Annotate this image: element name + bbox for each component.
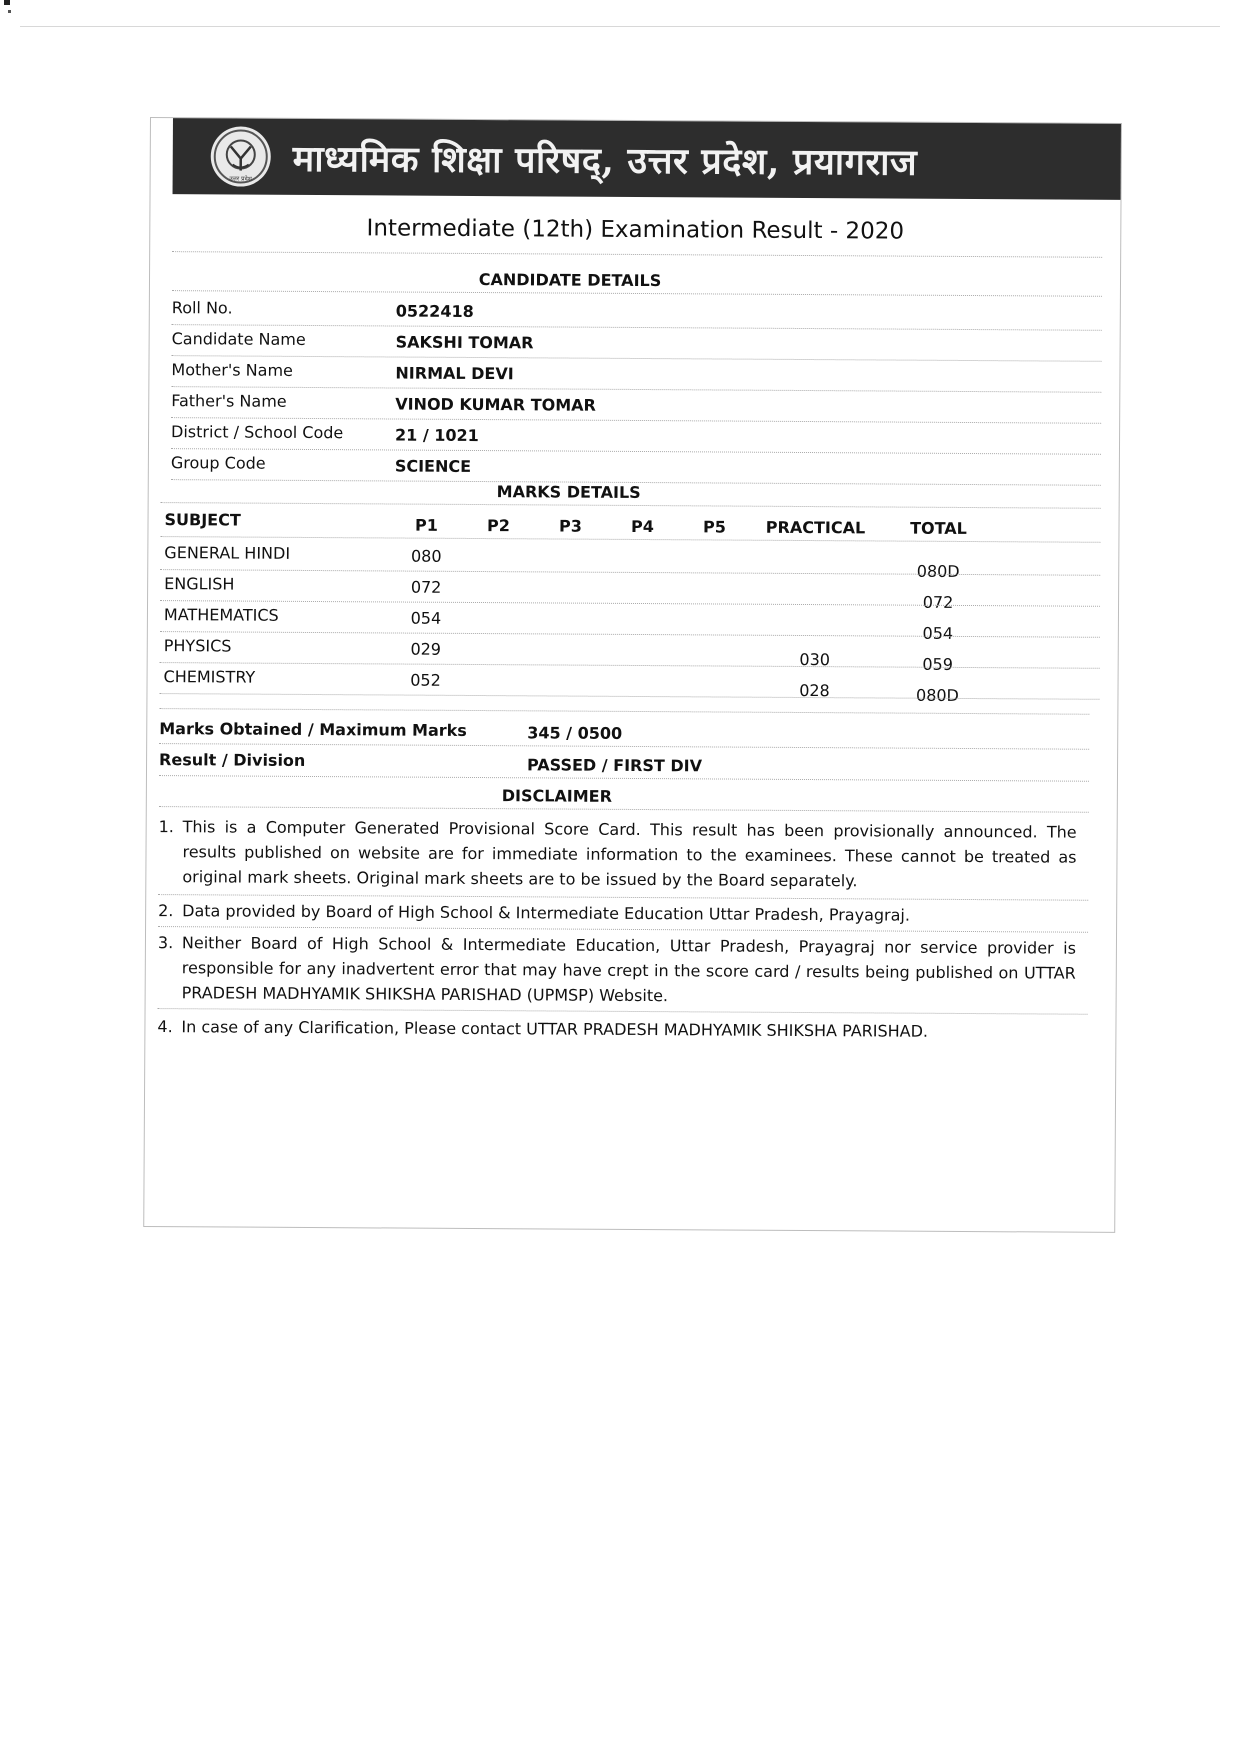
subject-name: ENGLISH <box>164 574 235 594</box>
divider <box>159 708 1089 715</box>
mark-total: 054 <box>922 623 954 643</box>
subject-name: GENERAL HINDI <box>164 543 291 563</box>
disclaimer-number: 2. <box>158 901 174 921</box>
disclaimer-number: 4. <box>157 1017 173 1037</box>
disclaimer-item <box>158 898 1076 930</box>
marks-header-p5: P5 <box>703 517 726 537</box>
divider <box>172 290 1102 297</box>
divider <box>159 775 1089 782</box>
mark-p1: 052 <box>410 670 441 690</box>
candidate-field-label: District / School Code <box>171 422 344 443</box>
disclaimer-heading: DISCLAIMER <box>501 786 613 806</box>
disclaimer-text: This is a Computer Generated Provisional Score Card. This result has been provisionally announced. The results published on website are for immediate information to the examinees. These cannot be treated as original mark sheets. Original mark sheets are to be issued by the Board separately. <box>182 817 1077 891</box>
divider <box>172 355 1102 362</box>
candidate-field-value: 21 / 1021 <box>395 425 479 446</box>
disclaimer-text: Neither Board of High School & Intermediate Education, Uttar Pradesh, Prayagraj nor service provider is responsible for any inadvertent error that may have crept in the score card / results being published on UTTAR PRADESH MADHYAMIK SHIKSHA PARISHAD (UPMSP) Website. <box>181 933 1076 1006</box>
candidate-field-value: 0522418 <box>395 301 474 321</box>
divider <box>172 251 1102 258</box>
subject-name: CHEMISTRY <box>163 667 256 687</box>
marks-header-practical: PRACTICAL <box>765 517 866 538</box>
marks-header-p1: P1 <box>415 515 438 535</box>
disclaimer-number: 1. <box>158 817 174 837</box>
disclaimer-text: In case of any Clarification, Please contact UTTAR PRADESH MADHYAMIK SHIKSHA PARISHAD. <box>181 1017 929 1041</box>
divider <box>161 502 1101 509</box>
mark-practical: 030 <box>799 649 831 670</box>
scan-edge-line <box>20 26 1220 27</box>
exam-title: Intermediate (12th) Examination Result - 2020 <box>366 215 905 245</box>
marks-header-p4: P4 <box>631 516 654 537</box>
divider <box>171 448 1101 455</box>
mark-total: 080D <box>916 561 960 581</box>
header-banner <box>173 118 1121 200</box>
disclaimer-item <box>158 930 1076 1012</box>
mark-p1: 080 <box>410 546 442 566</box>
candidate-details-heading: CANDIDATE DETAILS <box>478 270 662 291</box>
marks-header-p3: P3 <box>559 516 582 536</box>
mark-practical: 028 <box>799 680 830 701</box>
mark-p1: 072 <box>410 577 442 597</box>
candidate-field-value: VINOD KUMAR TOMAR <box>395 394 596 415</box>
divider <box>172 324 1102 331</box>
result-sheet <box>143 117 1122 1233</box>
candidate-field-label: Group Code <box>170 453 266 473</box>
scan-speck <box>8 10 11 13</box>
candidate-field-label: Father's Name <box>171 391 287 411</box>
disclaimer-item <box>157 1014 1075 1046</box>
disclaimer-number: 3. <box>157 933 174 953</box>
candidate-field-value: SAKSHI TOMAR <box>395 332 534 353</box>
divider <box>159 743 1089 750</box>
candidate-field-label: Mother's Name <box>171 360 293 380</box>
mark-total: 059 <box>922 654 953 674</box>
disclaimer-text: Data provided by Board of High School & Intermediate Education Uttar Pradesh, Prayagraj. <box>182 901 911 925</box>
marks-obtained-label: Marks Obtained / Maximum Marks <box>159 719 467 740</box>
candidate-field-label: Roll No. <box>171 298 233 318</box>
board-name: माध्यमिक शिक्षा परिषद्, उत्तर प्रदेश, प्रयागराज <box>292 137 918 184</box>
up-emblem-icon <box>209 124 273 188</box>
disclaimer-item <box>158 814 1076 896</box>
candidate-field-value: SCIENCE <box>394 456 472 476</box>
svg-text:उत्तर प्रदेश: उत्तर प्रदेश <box>229 175 252 183</box>
mark-total: 072 <box>922 592 954 612</box>
result-division-label: Result / Division <box>159 750 306 770</box>
subject-name: PHYSICS <box>163 636 232 656</box>
scan-speck <box>4 0 10 5</box>
result-division-value: PASSED / FIRST DIV <box>526 755 703 776</box>
divider <box>159 806 1089 813</box>
candidate-field-value: NIRMAL DEVI <box>395 363 514 384</box>
marks-obtained-value: 345 / 0500 <box>527 723 623 743</box>
mark-p1: 029 <box>410 639 442 659</box>
marks-header-p2: P2 <box>487 516 510 536</box>
marks-details-heading: MARKS DETAILS <box>496 482 641 503</box>
candidate-field-label: Candidate Name <box>171 329 306 349</box>
marks-header-total: TOTAL <box>910 518 967 538</box>
mark-p1: 054 <box>410 608 442 628</box>
subject-name: MATHEMATICS <box>163 605 279 625</box>
mark-total: 080D <box>915 685 959 705</box>
marks-header-subject: SUBJECT <box>164 510 241 530</box>
divider <box>171 386 1101 393</box>
